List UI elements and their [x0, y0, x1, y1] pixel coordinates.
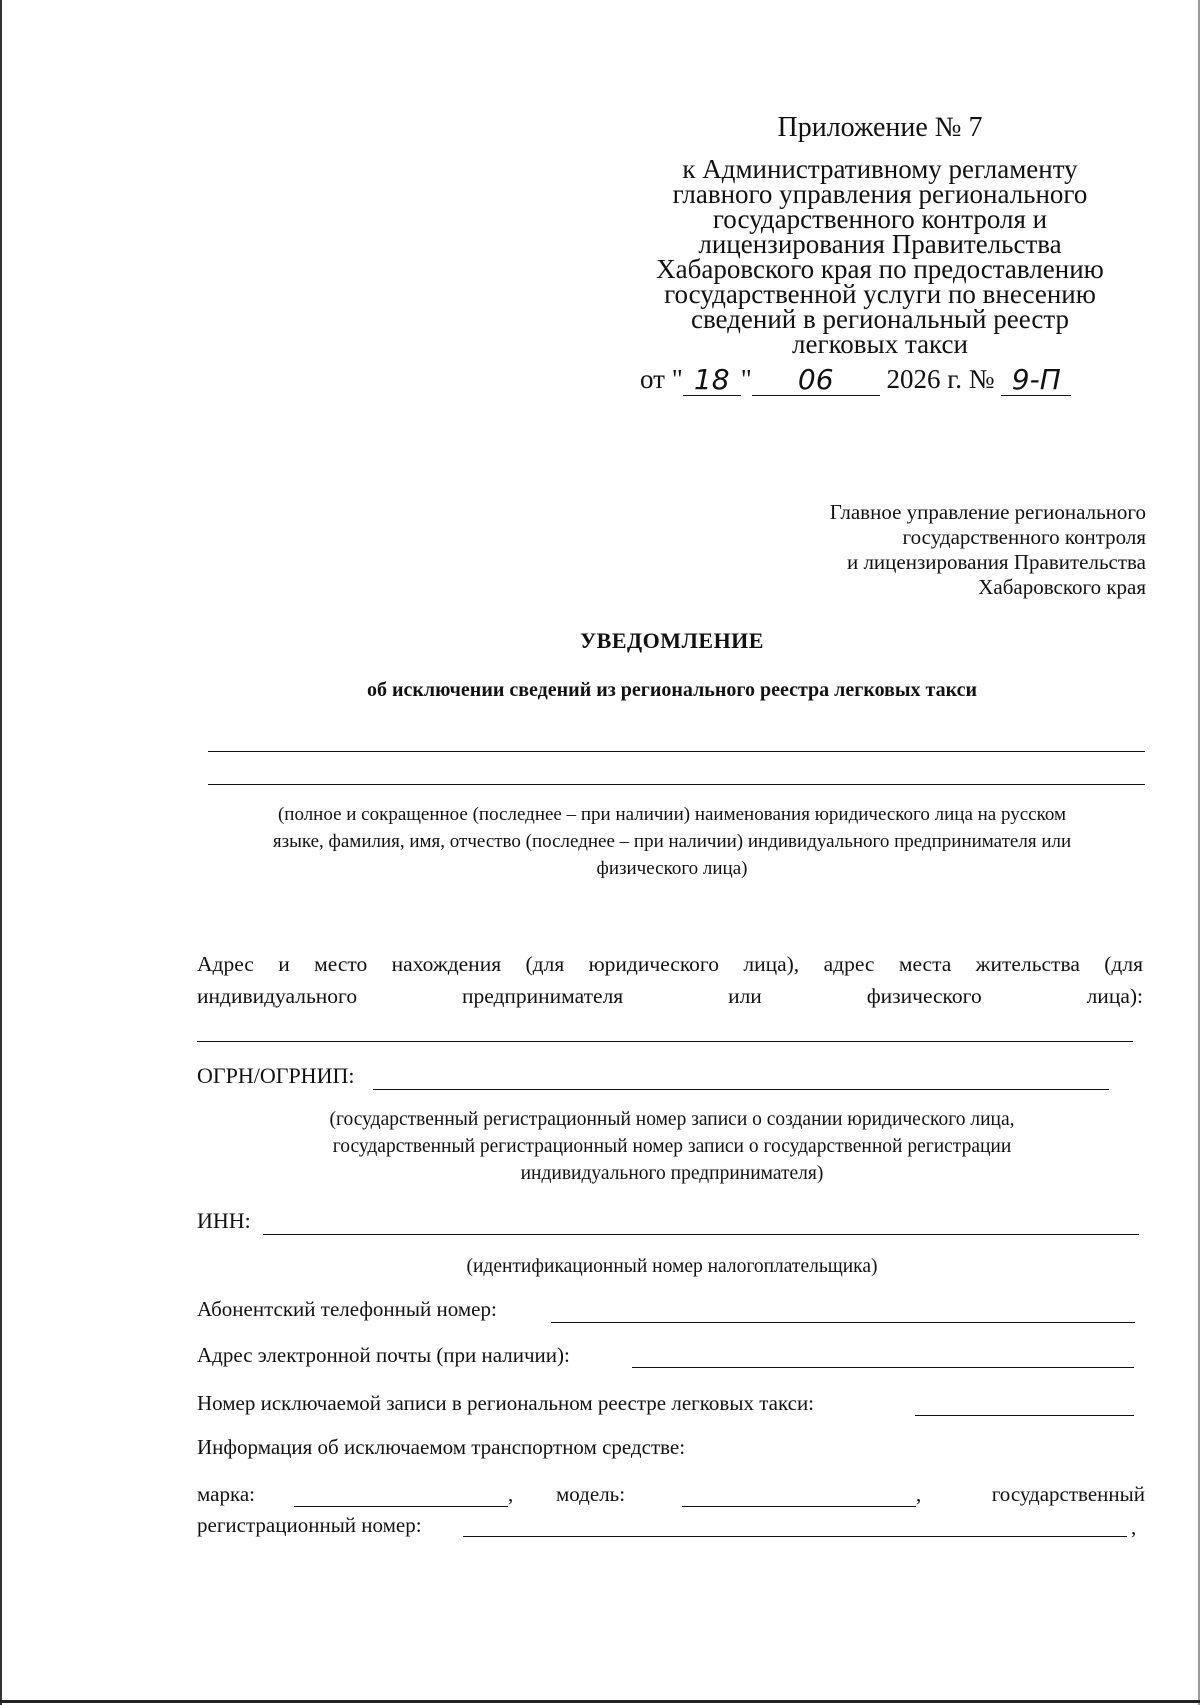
state-label: государственный — [991, 1482, 1145, 1506]
record-field[interactable] — [915, 1415, 1134, 1416]
ogrn-label: ОГРН/ОГРНИП: — [197, 1063, 355, 1088]
appendix-line: сведений в региональный реестр — [690, 304, 1070, 334]
date-year: 2026 г. № — [886, 364, 995, 394]
appendix-line: лицензирования Правительства — [698, 229, 1062, 259]
scan-edge-left — [0, 0, 2, 1705]
name-line-2[interactable] — [208, 784, 1145, 785]
hint-line: физического лица) — [596, 858, 748, 879]
hint-line: (полное и сокращенное (последнее – при наличии) наименования юридического лица на русском — [277, 804, 1067, 825]
appendix-line: главного управления регионального — [672, 179, 1088, 209]
date-prefix: от " — [640, 364, 683, 394]
address-label-line1: Адрес и место нахождения (для юридического лица), адрес места жительства (для — [197, 952, 1143, 976]
appendix-line: Хабаровского края по предоставлению — [656, 254, 1104, 284]
document-number: 9-П — [1001, 365, 1071, 396]
appendix-line: легковых такси — [792, 329, 968, 359]
scan-edge-bottom — [0, 1700, 1200, 1703]
reg-label: регистрационный номер: — [197, 1513, 422, 1537]
addressee-line: государственного контроля — [902, 525, 1146, 549]
addressee-line: и лицензирования Правительства — [846, 550, 1146, 574]
notice-subtitle: об исключении сведений из регионального реестра легковых такси — [366, 679, 978, 701]
appendix-line: государственного контроля и — [712, 204, 1048, 234]
phone-field[interactable] — [551, 1322, 1135, 1323]
model-comma: , — [916, 1482, 922, 1506]
address-line[interactable] — [197, 1041, 1133, 1042]
record-label: Номер исключаемой записи в региональном реестре легковых такси: — [197, 1391, 815, 1415]
brand-comma: , — [508, 1482, 514, 1506]
phone-label: Абонентский телефонный номер: — [197, 1297, 497, 1321]
brand-label: марка: — [197, 1482, 256, 1506]
name-line-1[interactable] — [208, 751, 1145, 752]
date-month: 06 — [752, 365, 880, 396]
ogrn-field[interactable] — [373, 1089, 1109, 1090]
model-field[interactable] — [682, 1506, 916, 1507]
addressee-block — [700, 500, 1146, 600]
vehicle-label: Информация об исключаемом транспортном средстве: — [197, 1435, 686, 1459]
reg-comma: , — [1131, 1515, 1137, 1539]
date-day: 18 — [683, 365, 741, 396]
appendix-body — [640, 154, 1120, 359]
brand-field[interactable] — [294, 1506, 508, 1507]
address-label-line2: индивидуального предпринимателя или физического лица): — [197, 984, 1143, 1008]
date-quote: " — [740, 364, 752, 394]
hint-line: государственный регистрационный номер записи о государственной регистрации — [332, 1136, 1012, 1157]
appendix-title: Приложение № 7 — [777, 112, 983, 143]
addressee-line: Главное управление регионального — [829, 500, 1146, 524]
email-field[interactable] — [632, 1367, 1134, 1368]
reg-number-field[interactable] — [463, 1536, 1127, 1537]
appendix-line: к Административному регламенту — [682, 154, 1078, 184]
hint-line: индивидуального предпринимателя) — [520, 1163, 824, 1184]
appendix-line: государственной услуги по внесению — [664, 279, 1096, 309]
inn-label: ИНН: — [197, 1208, 251, 1233]
model-label: модель: — [556, 1482, 626, 1506]
inn-hint: (идентификационный номер налогоплательщика) — [466, 1256, 878, 1277]
inn-field[interactable] — [263, 1234, 1139, 1235]
appendix-date — [640, 362, 1100, 396]
hint-line: языке, фамилия, имя, отчество (последнее – при наличии) индивидуального предпринимателя или — [272, 831, 1072, 852]
notice-title: УВЕДОМЛЕНИЕ — [580, 628, 764, 653]
hint-line: (государственный регистрационный номер записи о создании юридического лица, — [329, 1109, 1015, 1130]
email-label: Адрес электронной почты (при наличии): — [197, 1343, 570, 1367]
addressee-line: Хабаровского края — [978, 575, 1146, 599]
name-hint — [197, 801, 1147, 882]
ogrn-hint — [197, 1106, 1147, 1187]
